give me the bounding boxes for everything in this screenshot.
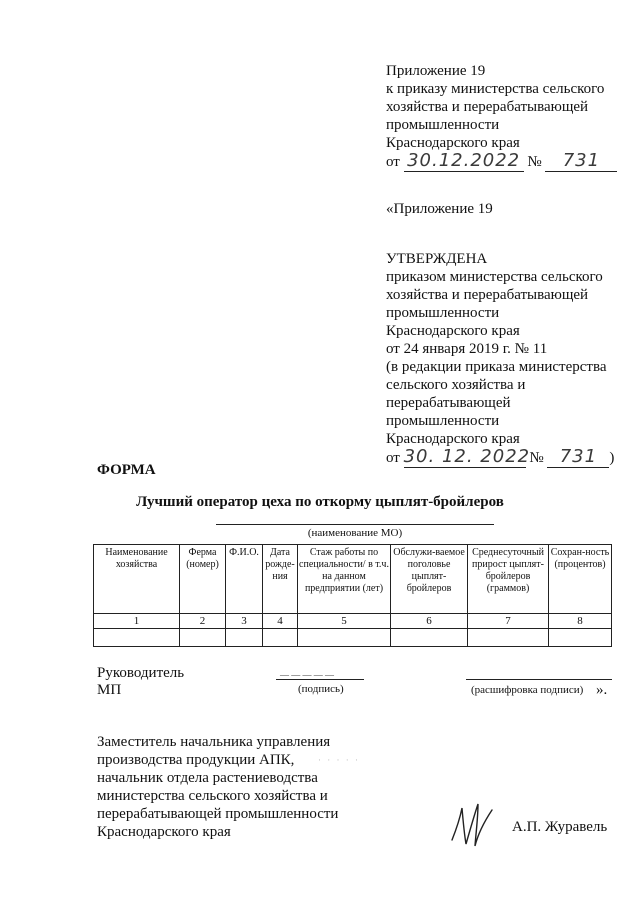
table-empty-cell <box>549 629 612 647</box>
table-empty-cell <box>180 629 226 647</box>
table-number-cell: 6 <box>391 614 468 629</box>
signature-mp: МП <box>97 682 122 698</box>
appendix-line-1: Приложение 19 <box>386 63 486 79</box>
footer-line-6: Краснодарского края <box>97 824 231 840</box>
closing-quote: ». <box>596 682 608 698</box>
handwritten-signature <box>448 800 496 850</box>
table-header-cell: Дата рожде-ния <box>263 545 298 614</box>
decoding-line <box>466 679 612 680</box>
footer-line-3: начальник отдела растениеводства <box>97 770 318 786</box>
appendix-line-2: к приказу министерства сельского <box>386 81 605 97</box>
table-number-cell: 7 <box>468 614 549 629</box>
approved-line-1: приказом министерства сельского <box>386 269 603 285</box>
appendix-header <box>386 62 617 172</box>
table-header-cell: Ф.И.О. <box>226 545 263 614</box>
table-empty-cell <box>468 629 549 647</box>
approved-line-2: хозяйства и перерабатывающей <box>386 287 589 303</box>
table-header-cell: Ферма (номер) <box>180 545 226 614</box>
table-number-cell: 3 <box>226 614 263 629</box>
approved-line-5: от 24 января 2019 г. № 11 <box>386 341 548 357</box>
quoted-appendix: «Приложение 19 <box>386 201 493 217</box>
appendix-date-line <box>386 152 617 172</box>
approved-line-7: сельского хозяйства и <box>386 377 526 393</box>
appendix-line-3: хозяйства и перерабатывающей <box>386 99 589 115</box>
handwritten-date: 30.12.2022 <box>407 150 521 171</box>
approved-line-6: (в редакции приказа министерства <box>386 359 607 375</box>
date-field <box>404 152 524 172</box>
approved-title: УТВЕРЖДЕНА <box>386 251 488 267</box>
decoding-caption: (расшифровка подписи) <box>471 684 584 696</box>
signature-role: Руководитель <box>97 665 185 681</box>
table-number-cell: 2 <box>180 614 226 629</box>
footer-line-1: Заместитель начальника управления <box>97 734 331 750</box>
appendix-line-5: Краснодарского края <box>386 135 520 151</box>
table-empty-cell <box>226 629 263 647</box>
footer-block <box>97 733 338 841</box>
table-empty-row <box>94 629 612 647</box>
approved-number-prefix: № <box>529 450 544 466</box>
approved-line-8: перерабатывающей <box>386 395 511 411</box>
table-header-cell: Обслужи-ваемое поголовье цыплят-бройлеров <box>391 545 468 614</box>
footer-line-5: перерабатывающей промышленности <box>97 806 339 822</box>
approved-handwritten-date: 30. 12. 2022 <box>403 446 531 467</box>
approved-line-3: промышленности <box>386 305 500 321</box>
approved-line-9: промышленности <box>386 413 500 429</box>
faded-stamp-marks: · · · · · <box>318 755 360 765</box>
table-number-cell: 1 <box>94 614 180 629</box>
approved-line-4: Краснодарского края <box>386 323 520 339</box>
approved-date-line <box>386 448 614 468</box>
approved-handwritten-number: 731 <box>559 446 598 467</box>
document-title: Лучший оператор цеха по откорму цыплят-бройлеров <box>136 494 504 510</box>
table-empty-cell <box>298 629 391 647</box>
approved-block <box>386 250 614 468</box>
date-prefix: от <box>386 154 400 170</box>
number-field <box>545 152 617 172</box>
mo-caption: (наименование МО) <box>307 527 403 539</box>
footer-line-2: производства продукции АПК, <box>97 752 295 768</box>
table-empty-cell <box>263 629 298 647</box>
forma-label: ФОРМА <box>97 462 156 478</box>
footer-line-4: министерства сельского хозяйства и <box>97 788 328 804</box>
table-header-cell: Сохран-ность (процентов) <box>549 545 612 614</box>
mo-name-line <box>216 524 494 525</box>
table-header-cell: Наименование хозяйства <box>94 545 180 614</box>
approved-number-field <box>547 448 609 468</box>
approved-date-prefix: от <box>386 450 400 466</box>
table-empty-cell <box>391 629 468 647</box>
footer-name: А.П. Журавель <box>512 819 608 835</box>
signature-marks: — — — — — <box>280 670 334 680</box>
approved-close-paren: ) <box>609 450 615 466</box>
form-table <box>93 544 612 647</box>
table-number-cell: 4 <box>263 614 298 629</box>
number-prefix: № <box>527 154 542 170</box>
table-header-cell: Среднесуточный прирост цыплят-бройлеров (граммов) <box>468 545 549 614</box>
table-number-cell: 8 <box>549 614 612 629</box>
table-number-cell: 5 <box>298 614 391 629</box>
appendix-line-4: промышленности <box>386 117 500 133</box>
table-header-cell: Стаж работы по специальности/ в т.ч. на данном предприятии (лет) <box>298 545 391 614</box>
table-number-row <box>94 614 612 629</box>
signature-caption: (подпись) <box>298 683 344 695</box>
handwritten-number: 731 <box>562 150 601 171</box>
table-header-row <box>94 545 612 614</box>
table-empty-cell <box>94 629 180 647</box>
approved-line-10: Краснодарского края <box>386 431 520 447</box>
approved-date-field <box>403 446 531 468</box>
signature-line <box>276 679 364 680</box>
